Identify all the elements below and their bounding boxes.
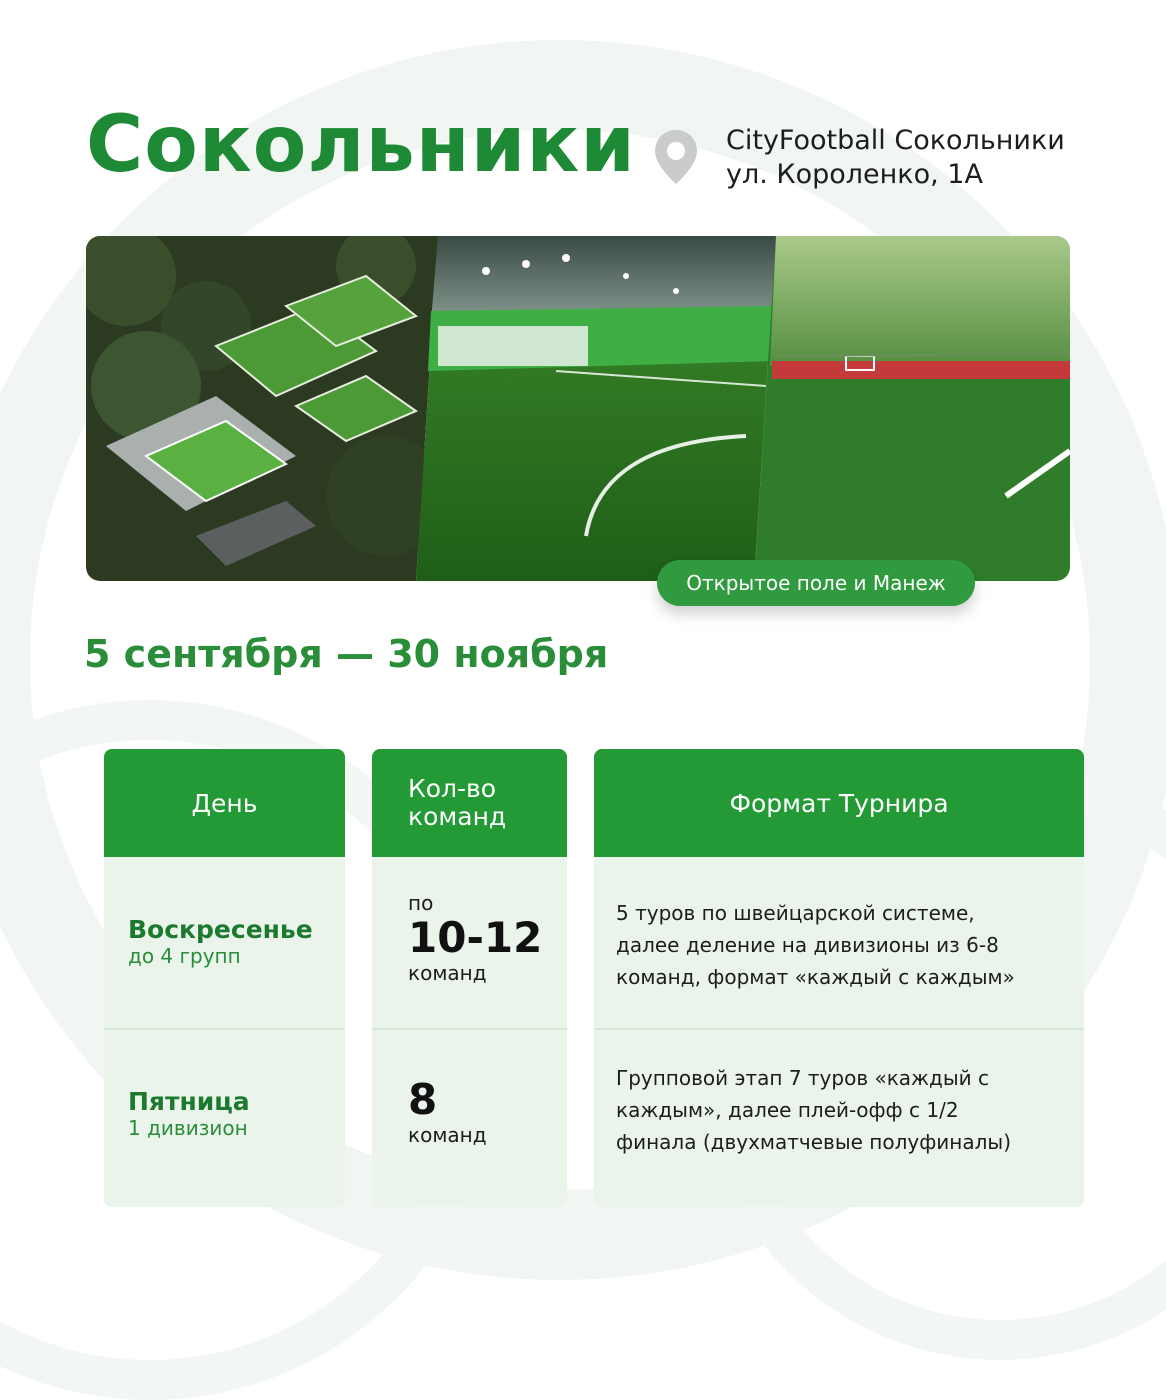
schedule-column-teams <box>372 749 567 1207</box>
table-cell-format <box>594 1030 1084 1207</box>
day-note: до 4 групп <box>128 944 241 968</box>
column-header-teams-line1: Кол-во <box>408 774 497 803</box>
column-header-day-label: День <box>191 788 258 818</box>
table-cell-day <box>104 857 345 1028</box>
table-cell-teams <box>372 857 567 1028</box>
teams-count: 8 <box>408 1075 438 1124</box>
indoor-arena-photo <box>416 236 776 581</box>
venue-address-block <box>726 124 1065 192</box>
format-line: команд, формат «каждый с каждым» <box>616 965 1015 989</box>
map-pin-icon <box>652 128 700 186</box>
page-title: Сокольники <box>86 100 636 190</box>
column-header-teams-line2: команд <box>408 802 507 831</box>
venue-photo-collage <box>86 236 1070 581</box>
column-header-format <box>594 749 1084 857</box>
schedule-column-day <box>104 749 345 1207</box>
format-line: далее деление на дивизионы из 6-8 <box>616 933 999 957</box>
column-header-teams <box>372 749 567 857</box>
table-cell-format <box>594 857 1084 1028</box>
format-line: каждым», далее плей-офф с 1/2 <box>616 1098 959 1122</box>
column-header-day <box>104 749 345 857</box>
table-cell-day <box>104 1030 345 1207</box>
day-note: 1 дивизион <box>128 1116 248 1140</box>
teams-suffix: команд <box>408 1123 487 1147</box>
venue-name: CityFootball Сокольники <box>726 125 1065 156</box>
venue-type-badge: Открытое поле и Манеж <box>657 560 975 606</box>
outdoor-field-photo <box>754 236 1070 581</box>
teams-prefix: по <box>408 891 434 915</box>
day-name: Пятница <box>128 1087 250 1116</box>
table-cell-teams <box>372 1030 567 1207</box>
column-header-format-label: Формат Турнира <box>729 788 949 818</box>
tournament-period: 5 сентября — 30 ноября <box>84 632 609 676</box>
aerial-complex-photo <box>86 236 446 581</box>
teams-suffix: команд <box>408 961 487 985</box>
teams-count: 10-12 <box>408 913 543 962</box>
format-line: 5 туров по швейцарской системе, <box>616 901 975 925</box>
venue-street: ул. Короленко, 1А <box>726 159 983 190</box>
schedule-column-format <box>594 749 1084 1207</box>
format-line: Групповой этап 7 туров «каждый с <box>616 1066 990 1090</box>
day-name: Воскресенье <box>128 915 313 944</box>
format-line: финала (двухматчевые полуфиналы) <box>616 1130 1012 1154</box>
